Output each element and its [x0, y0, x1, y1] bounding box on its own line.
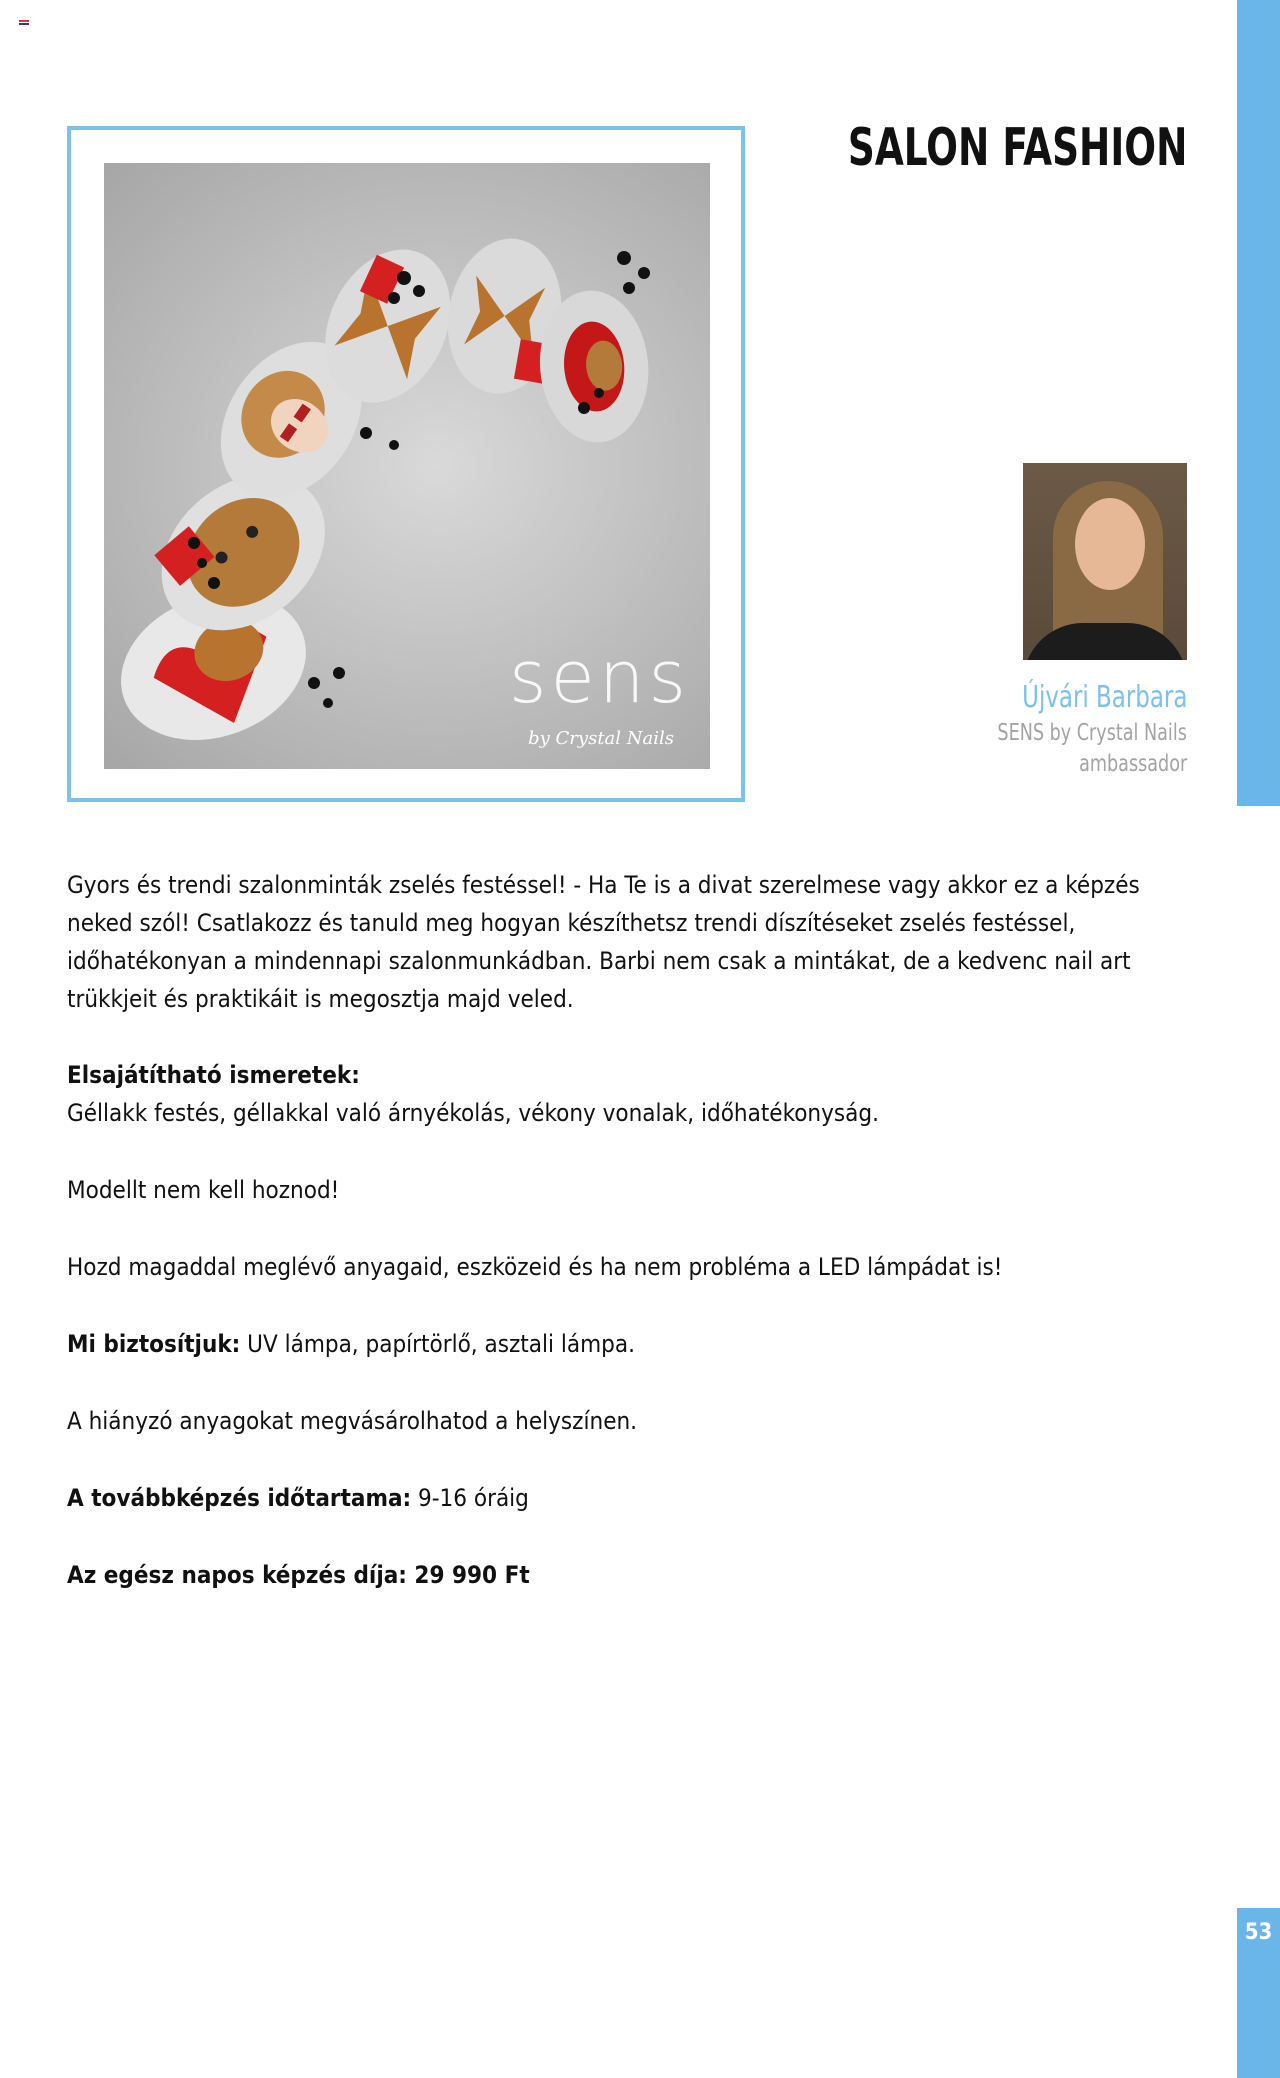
- provided-label: Mi biztosítjuk:: [67, 1330, 241, 1358]
- skills-block: [67, 1056, 1187, 1132]
- course-fee: Az egész napos képzés díja: 29 990 Ft: [67, 1561, 530, 1589]
- page-number: 53: [1244, 1920, 1273, 1945]
- page-title: SALON FASHION: [847, 118, 1187, 178]
- provided-text: UV lámpa, papírtörlő, asztali lámpa.: [240, 1330, 635, 1358]
- brand-subtitle: by Crystal Nails: [528, 728, 674, 749]
- intro-paragraph: Gyors és trendi szalonminták zselés festéssel! - Ha Te is a divat szerelmese vagy akkor ez a képzés neked szól! Csatlakozz és tanuld meg hogyan készíthetsz trendi díszítéseket zselés festéssel, időhatékonyan a mindennapi szalonmunkádban. Barbi nem csak a mintákat, de a kedvenc nail art trükkjeit és praktikáit is megosztja majd veled.: [67, 871, 1140, 1013]
- model-note: Modellt nem kell hoznod!: [67, 1176, 340, 1204]
- nail-art-photo: [104, 163, 710, 769]
- course-description: [67, 866, 1187, 1633]
- corner-flag-mark: [19, 20, 29, 26]
- duration-block: [67, 1479, 1187, 1517]
- duration-label: A továbbképzés időtartama:: [67, 1484, 412, 1512]
- skills-label: Elsajátítható ismeretek:: [67, 1061, 360, 1089]
- brand-wordmark: sens: [509, 635, 690, 719]
- ambassador-brand: SENS by Crystal Nails: [997, 720, 1187, 746]
- provided-block: [67, 1325, 1187, 1363]
- ambassador-portrait: [1023, 463, 1187, 660]
- bring-note: Hozd magaddal meglévő anyagaid, eszközeid és ha nem probléma a LED lámpádat is!: [67, 1253, 1003, 1281]
- skills-text: Géllakk festés, géllakkal való árnyékolás, vékony vonalak, időhatékonyság.: [67, 1099, 879, 1127]
- purchase-note: A hiányzó anyagokat megvásárolhatod a helyszínen.: [67, 1407, 638, 1435]
- duration-text: 9-16 óráig: [411, 1484, 529, 1512]
- ambassador-name: Újvári Barbara: [1021, 680, 1187, 715]
- ambassador-role: ambassador: [1078, 751, 1187, 777]
- side-accent-bar: [1237, 0, 1280, 806]
